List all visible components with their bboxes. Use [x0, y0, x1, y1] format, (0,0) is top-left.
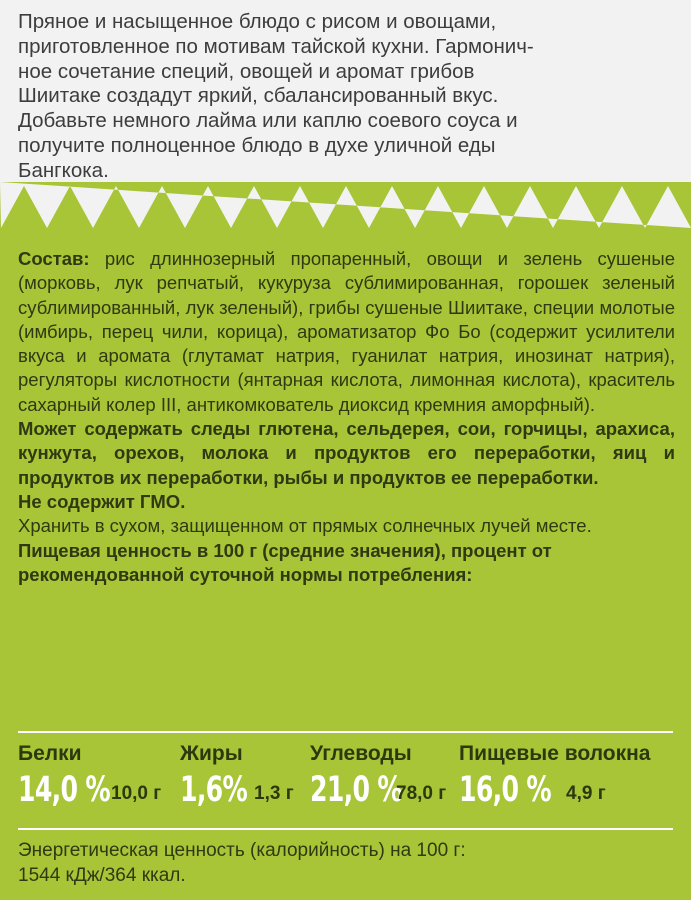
- composition-label: Состав:: [18, 248, 90, 269]
- composition-text: рис длиннозерный пропаренный, овощи и зелень сушеные (морковь, лук репчатый, кукуруза сублимированная, горошек зеленый сублимированный, лук зеленый), грибы сушеные Шиитаке, специи молотые (имбирь, перец чили, корица), ароматизатор Фо Бо (содержит усилители вкуса и аромата (глутамат натрия, гуанилат натрия, инозинат натрия), регуляторы кислотности (янтарная кислота, лимонная кислота), краситель сахарный колер III, антикомкователь диоксид кремния аморфный).: [18, 248, 675, 415]
- energy-line: 1544 кДж/364 ккал.: [18, 864, 186, 886]
- storage-paragraph: Хранить в сухом, защищенном от прямых солнечных лучей месте.: [18, 515, 592, 537]
- description-line: Шиитаке создадут яркий, сбалансированный вкус.: [18, 84, 499, 108]
- description-line: Пряное и насыщенное блюдо с рисом и овощами,: [18, 10, 497, 33]
- allergens-paragraph: Может содержать следы глютена, сельдерея, сои, горчицы, арахиса, кунжута, орехов, молока и продуктов его переработки, яиц и продуктов их переработки, рыбы и продуктов ее переработки.: [18, 418, 675, 488]
- nutrient-label: Углеводы: [310, 742, 412, 765]
- product-description: [18, 10, 678, 184]
- nutrition-heading: Пищевая ценность в 100 г (средние значения), процент от рекомендованной суточной нормы потребления:: [18, 539, 552, 585]
- divider-bottom: [18, 828, 673, 830]
- nutrient-grams: 1,3 г: [254, 783, 294, 804]
- description-line: Бангкока.: [18, 158, 109, 182]
- nutrient-grams: 4,9 г: [566, 783, 606, 804]
- nutrient-grams: 78,0 г: [396, 783, 447, 804]
- energy-line: Энергетическая ценность (калорийность) на 100 г:: [18, 840, 466, 861]
- divider-top: [18, 731, 673, 733]
- info-text: [18, 247, 675, 587]
- nutrient-percent: 21,0 %: [310, 770, 402, 810]
- nutrient-fiber: [459, 742, 650, 810]
- zigzag-edge: [0, 182, 691, 236]
- nutrient-percent: 1,6%: [180, 770, 248, 810]
- nutrient-grams: 10,0 г: [111, 783, 162, 804]
- nutrient-label: Пищевые волокна: [459, 742, 651, 765]
- nutrient-label: Жиры: [180, 742, 243, 765]
- nutrient-carbs: [310, 742, 447, 810]
- gmo-statement: Не содержит ГМО.: [18, 490, 186, 512]
- energy-value: [18, 839, 658, 888]
- description-line: приготовленное по мотивам тайской кухни. Гармонич-: [18, 34, 534, 58]
- nutrient-protein: [18, 742, 162, 810]
- nutrient-label: Белки: [18, 742, 82, 765]
- description-line: Добавьте немного лайма или каплю соевого соуса и: [18, 109, 518, 133]
- composition-paragraph: [18, 247, 675, 417]
- description-line: получите полноценное блюдо в духе уличной еды: [18, 133, 496, 157]
- nutrition-table: [18, 742, 678, 822]
- nutrient-fat: [180, 742, 294, 810]
- nutrient-percent: 14,0 %: [18, 770, 110, 810]
- description-line: ное сочетание специй, овощей и аромат грибов: [18, 59, 475, 83]
- nutrient-percent: 16,0 %: [459, 770, 551, 810]
